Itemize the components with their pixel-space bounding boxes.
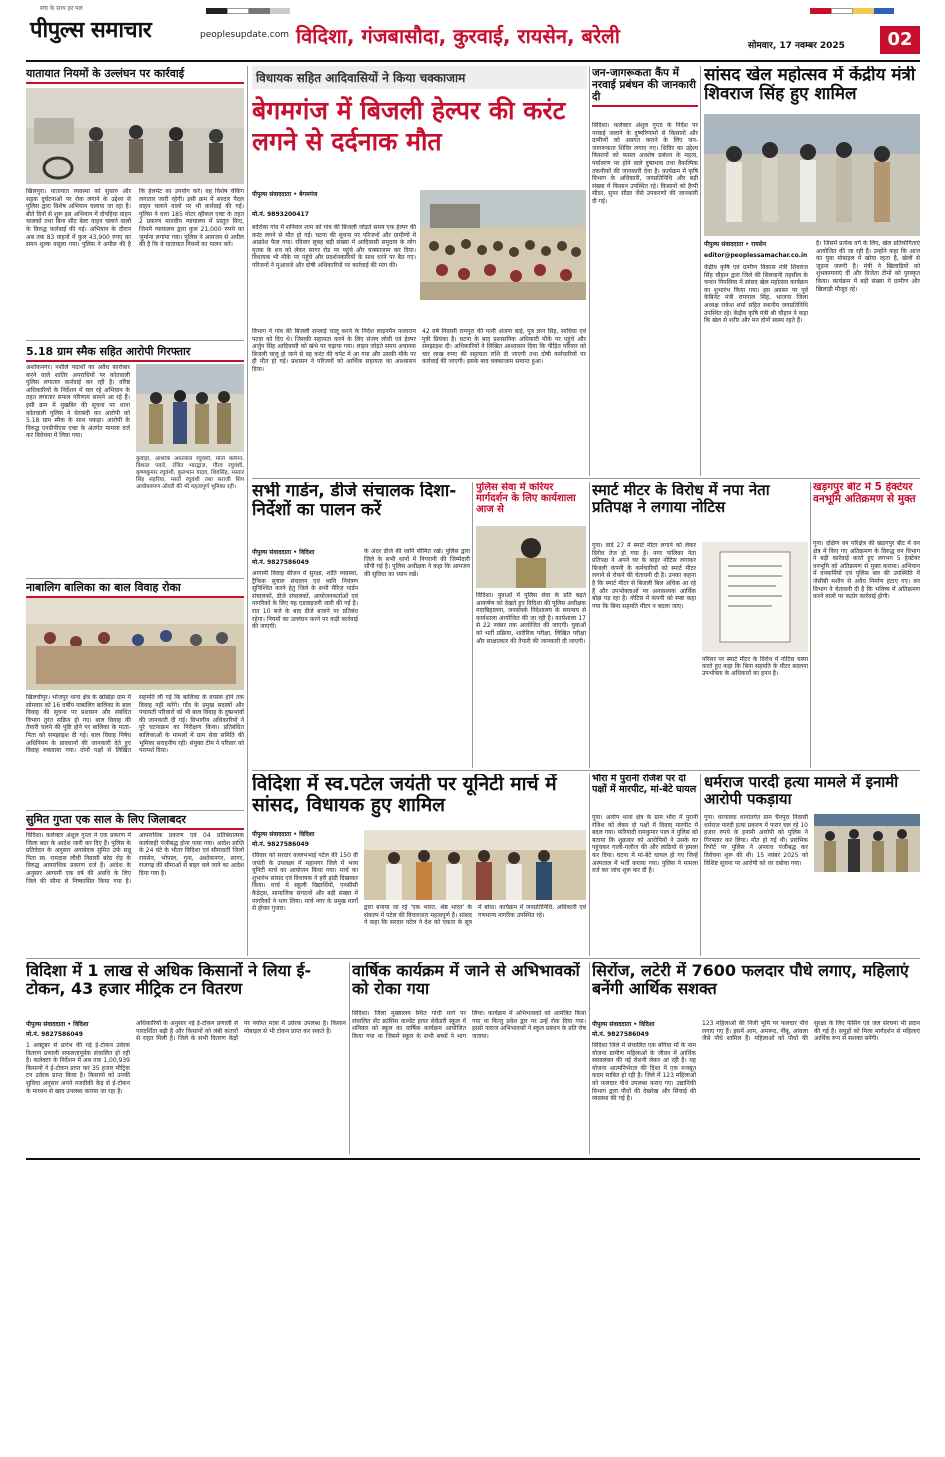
notice-photo-svg: [702, 542, 808, 652]
column-rule: [589, 774, 590, 956]
khel-body: केंद्रीय कृषि एवं ग्रामीण विकास मंत्री शिवराज सिंह चौहान द्वारा जिले की सिलवानी तहसील के चन्दन पिपलिया में सांसद खेल महोत्सव कार्यक्रम का शुभारंभ किया गया। इस अवसर पर पूर्व केबिनेट मंत्री रामपाल सिंह, भाजपा जिला अध्यक्ष राकेश शर्मा सहित स्थानीय जनप्रतिनिधि उपस्थित रहे। केंद्रीय कृषि मंत्री श्री चौहान ने कहा कि खेल से शरीर और मन दोनों स्वस्थ रहते हैं।: [704, 264, 808, 325]
sironj-article: [592, 962, 920, 1154]
byline: पीपुल्स संवाददाता • रायसेन: [704, 241, 767, 248]
minister-photo: [704, 114, 920, 236]
headline: वार्षिक कार्यक्रम में जाने से अभिभावकों को रोका गया: [352, 962, 580, 998]
editor-email: editor@peoplessamachar.co.in: [704, 252, 808, 259]
headline: सुमित गुप्ता एक साल के लिए जिलाबदर: [26, 812, 244, 830]
kicker: विधायक सहित आदिवासियों ने किया चक्काजाम: [252, 66, 587, 89]
mobile-number: मो.नं. 9827586049: [252, 841, 309, 848]
smack-caption: कुर्वाहा, आशोक अधरवाल रघुवंशी, मोता क्लेमन, विशाल पवारे, रंजित भारद्वाज, गौरव रघुवंशी, कृष्णकुमार रघुवंशी, कुलभान यादव, शिवसिंह, मस्तार सिंह सहरिया, मस्तों रघुवंशी तथा सराजी शिप आवोक्त्रमण ओवरी की भी महत्वपूर्ण भूमिका रही।: [136, 456, 244, 490]
edition-cities: विदिशा, गंजबासौदा, कुरवाई, रायसेन, बरेली: [296, 24, 620, 48]
headline: विदिशा में 1 लाख से अधिक किसानों ने लिया ई-टोकन, 43 हजार मीट्रिक टन वितरण: [26, 962, 312, 998]
chakka-col2: विभाग ने गांव की बिजली सप्लाई चालू करने के निर्देश लाइनमैन फलाराम पटवा को दिए थे। जिसकी सहायता करने के लिए संजय लोधी एवं हेल्पर अर्जुन सिंह आदिवासी को खंभे पर चढ़ाया गया। लाइन जोड़ते समय अचानक बिजली चालू हो जाने से वह करंट की चपेट में आ गया और उसकी मौके पर ही मौत हो गई। प्रशासन ने परिजनों को आर्थिक सहायता का आश्वासन दिया।: [252, 328, 416, 373]
headline: धर्मराज पारदी हत्या मामले में इनामी आरोपी पकड़ाया: [704, 774, 899, 808]
column-rule: [589, 66, 590, 476]
bhaura-article: [592, 774, 698, 956]
color-bar: [206, 8, 290, 14]
dj-article: [252, 482, 470, 768]
smart-meter-body: गुना। वार्ड 27 में स्मार्ट मीटर लगाने को लेकर विरोध तेज हो गया है। नगर पालिका नेता प्रतिपक्ष ने अपने घर के बाहर नोटिस लगाकर बिजली कंपनी के कर्मचारियों को स्मार्ट मीटर लगाने से रोकने की चेतावनी दी है। उनका कहना है कि स्मार्ट मीटर से बिजली बिल अधिक आ रहे हैं और उपभोक्ताओं पर अनावश्यक आर्थिक बोझ पड़ रहा है। नोटिस में कंपनी को स्पष्ट कहा गया कि बिना सहमति मीटर न बदला जाए।: [592, 542, 696, 610]
headline: जन-जागरूकता कैंप में नरवाई प्रबंधन की जानकारी दी: [592, 66, 698, 107]
column-rule: [247, 66, 248, 956]
jan-jagrukta-article: [592, 66, 698, 476]
mobile-number: मो.नं. 9893200417: [252, 211, 309, 218]
sironj-body2: 123 महिलाओं की निजी भूमि पर फलदार पौधे लगाए गए हैं। इसमें आम, अमरूद, नींबू, आंवला जैसे पौधे शामिल हैं। महिलाओं को पौधों की सुरक्षा के लिए फेंसिंग एवं जल संरचना भी प्रदान की गई है। समूहों को मिला मार्गदर्शन से महिलाएं आर्थिक रूप से सशक्त बनेंगी।: [702, 1020, 920, 1043]
annual-body: विदिशा। जिला मुख्यालय स्थित गांधी मार्ग पर संचालित सेंट फ्रांसिस कान्वेंट हायर सेकेंडरी स्कूल में शनिवार को स्कूल का वार्षिक कार्यक्रम आयोजित किया गया था जिसमें स्कूल के सभी बच्चों ने भाग लिया। कार्यक्रम में अभिभावकों को आमंत्रित किया गया था किन्तु प्रवेश द्वार पर उन्हें रोक दिया गया। इससे नाराज अभिभावकों ने स्कूल प्रबंधन के प्रति रोष जताया।: [352, 1010, 586, 1040]
police-photo: [136, 364, 244, 452]
arrest-photo: [814, 814, 920, 872]
byline: पीपुल्स संवाददाता • बेगमगंज: [252, 191, 318, 198]
headline: नाबालिग बालिका का बाल विवाह रोका: [26, 580, 244, 598]
column-rule: [472, 482, 473, 768]
byline: पीपुल्स संवाददाता • विदिशा: [252, 831, 315, 838]
jila-badar-body: विदिशा। कलेक्टर अंशुल गुप्ता ने एक प्रकरण में जिला बदर के आदेश जारी कर दिए हैं। पुलिस के प्रतिवेदन के अनुसार अनावेदक सुमित उर्फ सन्नू पिता स्व. रामदास लौधी निवासी बरेठ रोड़ के विरुद्ध आपराधिक प्रकरण दर्ज हैं। आदेश के अनुसार आगामी एक वर्ष की अवधि के लिए जिले की सीमा से निष्कासित किया गया है। आपराधिक प्रकरण एवं 04 प्रतिबंधात्मक कार्यवाही पंजीबद्ध होना पाया गया। आदेश प्राप्ति के 24 घंटे के भीतर विदिशा एवं सीमावर्ती जिलों रायसेन, भोपाल, गुना, अशोकनगर, सागर, राजगढ़ की सीमाओं से बाहर चले जाने का आदेश दिया गया है।: [26, 832, 244, 885]
police-career-body: विदिशा। युवाओं में पुलिस सेवा के प्रति बढ़ते आकर्षण को देखते हुए विदिशा की पुलिस अधीक्षक मदाबिहालना, जनसंपर्क निदेशालय के समन्वय से कार्यशाला आयोजित की जा रही है। कार्यशाला 17 से 22 नवंबर तक आयोजित की जाएगी। युवाओं को भर्ती प्रक्रिया, शारीरिक परीक्षा, लिखित परीक्षा और साक्षात्कार की तैयारी की जानकारी दी जाएगी।: [476, 592, 586, 645]
mobile-number: मो.नं. 9827586049: [252, 559, 309, 566]
rule: [252, 770, 920, 771]
dharmaraj-article: [704, 774, 920, 956]
headline: 5.18 ग्राम स्मैक सहित आरोपी गिरफ्तार: [26, 344, 244, 362]
headline: स्मार्ट मीटर के विरोध में नपा नेता प्रतिपक्ष ने लगाया नोटिस: [592, 482, 770, 516]
jila-badar-article: [26, 812, 244, 950]
unity-article: [252, 774, 586, 956]
khadgpur-body: गुना। दक्षिण वन परिक्षेत्र की खड़गपुर बीट में वन क्षेत्र में किए गए अतिक्रमण के विरुद्ध वन विभाग ने बड़ी कार्रवाई करते हुए लगभग 5 हेक्टेयर वनभूमि को अतिक्रमण से मुक्त कराया। अभियान में वनकर्मियों एवं पुलिस बल की उपस्थिति में जेसीबी मशीन से अवैध निर्माण हटाए गए। वन विभाग ने चेतावनी दी है कि भविष्य में अतिक्रमण करने वालों पर कठोर कार्रवाई होगी।: [813, 540, 920, 601]
headline: पुलिस सेवा में करियर मार्गदर्शन के लिए कार्यशाला आज से: [476, 482, 576, 516]
color-bar-right: [810, 8, 894, 14]
sironj-body: विदिशा जिले में संचालित एक बगिया माँ के नाम योजना ग्रामीण महिलाओं के जीवन में आर्थिक स्वावलंबन की नई रोशनी लेकर आ रही है। यह योजना आत्मनिर्भरता की दिशा में एक मजबूत कदम साबित हो रही है। जिले में 123 महिलाओं को फलदार पौधे उपलब्ध कराए गए। उद्यानिकी विभाग द्वारा पौधों की देखरेख और सिंचाई की व्यवस्था की गई है।: [592, 1042, 696, 1103]
annual-article: [352, 962, 586, 1154]
headline: बेगमगंज में बिजली हेल्पर की करंट लगने से दर्दनाक मौत: [252, 96, 566, 157]
child-marriage-body: खिलचीपुर। भोजपुर थाना क्षेत्र के खोखेड़ा ग्राम में सोमवार को 16 वर्षीय नाबालिग बालिका के बाल विवाह की सूचना पर प्रशासन और संबंधित विभाग तुरंत सक्रिय हो गए। बाल विवाह की तैयारी चलने की पुष्टि होने पर बालिका के माता-पिता को समझाइश दी गई। बाल विवाह निषेध अधिनियम के प्रावधानों की जानकारी देते हुए विवाह रुकवाया गया। दोनों पक्षों से लिखित सहमति ली गई कि बालिका के वयस्क होने तक विवाह नहीं करेंगे। गाँव के प्रमुख सदस्यों और पंचायती परिवारों को भी बाल विवाह के दुष्प्रभावों की जानकारी दी गई। विभागीय अधिकारियों ने पूरे घटनाक्रम का निरीक्षण किया। प्रतिबंधित बालिकाओं के मामलों में ग्राम सेवा समिति की भूमिका सराहनीय रही। संयुक्त टीम ने परिवार को परामर्श दिया।: [26, 694, 244, 755]
mobile-number: मो.नं. 9827586049: [26, 1031, 83, 1038]
officer-photo: [476, 526, 586, 588]
smack-body: अशोकनगर। नशीले पदार्थों का अवैध कारोबार करने वाले शातिर अपराधियों पर कोतवाली पुलिस लगातार कार्रवाई कर रही है। वरिष्ठ अधिकारियों के निर्देशन में चल रहे अभियान के तहत लगातार सफल परिणाम सामने आ रहे हैं। इसी क्रम में मुखबिर की सूचना पर थाना कोतवाली पुलिस ने घेराबंदी कर आरोपी को 5.18 ग्राम स्मैक के साथ पकड़ा। आरोपी के विरुद्ध एनडीपीएस एक्ट के अंतर्गत मामला दर्ज कर विवेचना में लिया गया।: [26, 364, 130, 440]
headline: खड़गपुर बीट में 5 हेक्टेयर वनभूमि अतिक्रमण से मुक्त: [813, 482, 916, 505]
mobile-number: मो.नं. 9827586049: [592, 1031, 649, 1038]
chakka-col1: बदेरोसा गांव में शनिवार शाम को गांव की बिजली जोड़ते समय एक हेल्पर की करंट लगने से मौत हो गई। घटना की सूचना पर परिजनों और ग्रामीणों में आक्रोश फैल गया। रविवार सुबह बड़ी संख्या में आदिवासी समुदाय के लोग मृतक के शव को लेकर सागर रोड पर पहुंचे और चक्काजाम कर दिया। विधायक भी मौके पर पहुंचे और प्रदर्शनकारियों के साथ धरने पर बैठ गए। परिजनों ने मुआवजे और दोषी अधिकारियों पर कार्रवाई की मांग की।: [252, 224, 416, 269]
byline: पीपुल्स संवाददाता • विदिशा: [252, 549, 315, 556]
bhaura-body: गुना। आरोप थाना क्षेत्र के ग्राम भौरा में पुरानी रंजिश को लेकर दो पक्षों में विवाद मारपीट में बदल गया। फरियादी रामकुमार पाल ने पुलिस को बताया कि शुक्रवार को आरोपियों ने उसके घर पहुंचकर गाली-गलौज की और लाठियों से हमला कर दिया। घटना में मां-बेटे घायल हो गए जिन्हें अस्पताल में भर्ती कराया गया। पुलिस ने मामला दर्ज कर जांच शुरू कर दी है।: [592, 814, 698, 875]
headline: भौरा में पुरानी रंजिश पर दो पक्षों में मारपीट, मां-बेटे घायल: [592, 774, 697, 795]
headline: सिरोंज, लटेरी में 7600 फलदार पौधे लगाए, महिलाएं बनेंगी आर्थिक सशक्त: [592, 962, 909, 998]
arrest-photo-svg: [814, 814, 920, 872]
footer-rule: [26, 1158, 920, 1160]
column-rule: [589, 962, 590, 1154]
column-rule: [349, 962, 350, 1154]
fertilizer-body: 1 अक्टूबर से प्रारंभ की गई ई-टोकन उर्वरक वितरण प्रणाली सफलतापूर्वक संचालित हो रही है। कलेक्टर के निर्देशन में अब तक 1,00,939 किसानों ने ई-टोकन प्राप्त कर 35 हजार मीट्रिक टन उर्वरक प्राप्त किया है। किसानों को उनकी सुविधा अनुसार अपने नजदीकी केंद्र से ई-टोकन के माध्यम से खाद उपलब्ध कराया जा रहा है।: [26, 1042, 130, 1095]
dharmaraj-body: गुना। धरनावदा थानांतर्गत ग्राम चैनपुरा निवासी धर्मराज पारदी हत्या प्रकरण में फरार चल रहे 10 हजार रुपये के इनामी आरोपी को पुलिस ने गिरफ्तार कर लिया। मौत हो गई थी। प्रारंभिक रिपोर्ट पर पुलिस ने अपराध पंजीबद्ध कर विवेचना शुरू की थी। 15 नवंबर 2025 को विशिष्ट सूचना पर आरोपी को धर दबोचा गया।: [704, 814, 808, 867]
website: peoplesupdate.com: [200, 30, 289, 40]
headline: यातायात नियमों के उल्लंघन पर कार्रवाई: [26, 66, 244, 84]
meeting-photo: [26, 598, 244, 690]
traffic-body: खिलपुरा। यातायात व्यवस्था को सुचारु और सड़क दुर्घटनाओं पर रोक लगाने के उद्देश्य से पुलिस द्वारा विशेष अभियान चलाया जा रहा है। बीते दिनों से शुरू इस अभियान में दोपहिया वाहन चालकों तथा बिना सीट बेल्ट वाहन चलाने वालों के विरुद्ध कार्रवाई की गई। अभियान के दौरान अब तक 83 वाहनों में कुल 43,900 रुपए का समन शुल्क वसूला गया। पुलिस ने अपील की है कि हेलमेट का उपयोग करें। वह विशेष चेकिंग लगातार जारी रहेगी। इसी क्रम में सरदार पैदल वाहन चलाने वालों पर भी कार्रवाई की गई। पुलिस ने धारा 185 मोटर व्हीकल एक्ट के तहत 2 प्रकरण मानवीय न्यायालय में प्रस्तुत किए, जिनमें न्यायालय द्वारा कुल 21,000 रुपये का जुर्माना लगाया गया। पुलिस ने आमजन से अपील की है कि वे यातायात नियमों का पालन करें।: [26, 188, 244, 249]
byline: पीपुल्स संवाददाता • विदिशा: [26, 1021, 89, 1028]
column-rule: [589, 482, 590, 768]
dj-body2: के अंदर डीजे की ध्वनि सीमित रखें। पुलिस द्वारा जिले के सभी थानों में निगरानी की जिम्मेदारी सौंपी गई है। पुलिस अधीक्षक ने कहा कि आमजन की सुविधा का ध्यान रखें।: [364, 548, 470, 578]
protest-photo: [420, 190, 586, 300]
headline: सभी गार्डन, डीजे संचालक दिशा-निर्देशों का पालन करें: [252, 482, 457, 521]
officer-photo-svg: [476, 526, 586, 588]
unity-body: रविवार को सरदार वल्लभभाई पटेल की 150 वीं जयंती के उपलक्ष्य में महानगर जिले में भव्य यूनिटी मार्च का आयोजन किया गया। मार्च का शुभारंभ सांसद एवं विधायक ने हरी झंडी दिखाकर किया। मार्च में स्कूली विद्यार्थियों, एनसीसी कैडेट्स, सामाजिक संगठनों और बड़ी संख्या में नागरिकों ने भाग लिया। मार्च नगर के प्रमुख मार्गों से होकर गुजरा।: [252, 852, 358, 913]
column-rule: [810, 482, 811, 768]
police-career-article: [476, 482, 586, 768]
smart-meter-article: [592, 482, 808, 768]
masthead: [0, 0, 945, 62]
minister-photo-svg: [704, 114, 920, 236]
unity-body2: द्वारा बनाया जा रहे 'एक भारत, श्रेष्ठ भारत' के संकल्प में पटेल की विचारधारा महत्वपूर्ण है। सांसद ने कहा कि सरदार पटेल ने देश को एकता के सूत्र में बांधा। कार्यक्रम में जनप्रतिनिधि, अधिकारी एवं गणमान्य नागरिक उपस्थित रहे।: [364, 904, 586, 927]
traffic-article: [26, 66, 244, 336]
meeting-photo-svg: [26, 598, 244, 690]
police-photo-svg: [136, 364, 244, 452]
rule: [26, 340, 244, 341]
chakka-col3: 42 वर्ष निवासी रामपुरा की पत्नी अंजना बाई, पुत्र ज्ञान सिंह, साधिया एवं पुत्री प्रियंका है। घटना के बाद प्रशासनिक अधिकारी मौके पर पहुंचे और समझाइश दी। अधिकारियों ने लिखित आश्वासन दिया कि पीड़ित परिवार को चार लाख रुपए की सहायता राशि दी जाएगी तथा दोषी कर्मचारियों पर कार्रवाई की जाएगी। इसके बाद चक्काजाम समाप्त हुआ।: [422, 328, 586, 366]
unity-photo: [364, 830, 586, 900]
unity-photo-svg: [364, 830, 586, 900]
khadgpur-article: [813, 482, 920, 768]
column-rule: [700, 66, 701, 476]
logo-tagline: सच के साथ हर पल: [40, 5, 83, 12]
fertilizer-article: [26, 962, 346, 1154]
rule: [252, 478, 920, 479]
issue-date: सोमवार, 17 नवम्बर 2025: [748, 41, 845, 51]
dj-body: आगामी विवाह सीजन में सुरक्षा, शांति व्यवस्था, ट्रैफिक सुचारु संचालन एवं ध्वनि नियंत्रण सुनिश्चित करने हेतु जिले के सभी मैरिज गार्डन संचालकों, डीजे संचालकों, आयोजनकर्ताओं एवं नागरिकों के लिए यह एडवाइजरी जारी की गई है। रात 10 बजे के बाद डीजे बजाने पर प्रतिबंध रहेगा। नियमों का उल्लंघन करने पर कड़ी कार्रवाई की जाएगी।: [252, 570, 358, 631]
traffic-photo: [26, 88, 244, 184]
chakka-article: [252, 66, 587, 476]
fertilizer-body2: अधिकारियों के अनुसार नई ई-टोकन प्रणाली से पारदर्शिता बढ़ी है और किसानों को लंबी कतारों से राहत मिली है। जिले के सभी वितरण केंद्रों पर पर्याप्त मात्रा में उर्वरक उपलब्ध है। किसान मोबाइल से भी टोकन प्राप्त कर सकते हैं।: [136, 1020, 346, 1043]
rule: [26, 578, 244, 579]
khel-body2: है। जिसमें प्रत्येक वर्ग के लिए, खेल प्रतियोगिताएं आयोजित की जा रही हैं। उन्होंने कहा कि आज का युवा मोबाइल में खोया रहता है, खेलों से जुड़ना जरूरी है। मंत्री ने खिलाड़ियों को शुभकामनाएं दीं और विजेता टीमों को पुरस्कृत किया। कार्यक्रम में बड़ी संख्या में ग्रामीण और खिलाड़ी मौजूद रहे।: [816, 240, 920, 293]
logo: पीपुल्स समाचार: [30, 18, 152, 43]
byline: पीपुल्स संवाददाता • विदिशा: [592, 1021, 655, 1028]
headline: विदिशा में स्व.पटेल जयंती पर यूनिटी मार्च में सांसद, विधायक हुए शामिल: [252, 774, 557, 817]
khel-article: [704, 66, 920, 476]
notice-photo: [702, 542, 808, 652]
traffic-photo-svg: [26, 88, 244, 184]
column-rule: [700, 774, 701, 956]
rule: [26, 958, 920, 959]
child-marriage-article: [26, 580, 244, 808]
page-number: 02: [880, 26, 920, 54]
masthead-rule: [26, 60, 920, 62]
jan-jagrukta-body: विदिशा। कलेक्टर अंशुल गुप्ता के निर्देश पर नरवाई जलाने के दुष्परिणामों से किसानों और ग्रामीणों को अवगत कराने के लिए जन-जागरूकता शिविर लगाए गए। शिविर का उद्देश्य किसानों को फसल अवशेष प्रबंधन के महत्व, पर्यावरण पर होने वाले दुष्प्रभाव तथा वैकल्पिक तकनीकों की जानकारी देना है। कार्यक्रम में कृषि विभाग के अधिकारी, जनप्रतिनिधि और बड़ी संख्या में किसान उपस्थित रहे। किसानों को हैप्पी सीडर, सुपर सीडर जैसे उपकरणों की जानकारी दी गई।: [592, 122, 698, 205]
smack-article: [26, 344, 244, 576]
headline: सांसद खेल महोत्सव में केंद्रीय मंत्री शिवराज सिंह हुए शामिल: [704, 66, 916, 105]
smart-meter-caption: परिसर पर स्मार्ट मीटर के विरोध में नोटिस चस्पा करते हुए कहा कि बिना सहमति के मीटर बदलना उपभोक्ता के अधिकारों का हनन है।: [702, 656, 808, 677]
protest-photo-svg: [420, 190, 586, 300]
rule: [26, 810, 244, 811]
